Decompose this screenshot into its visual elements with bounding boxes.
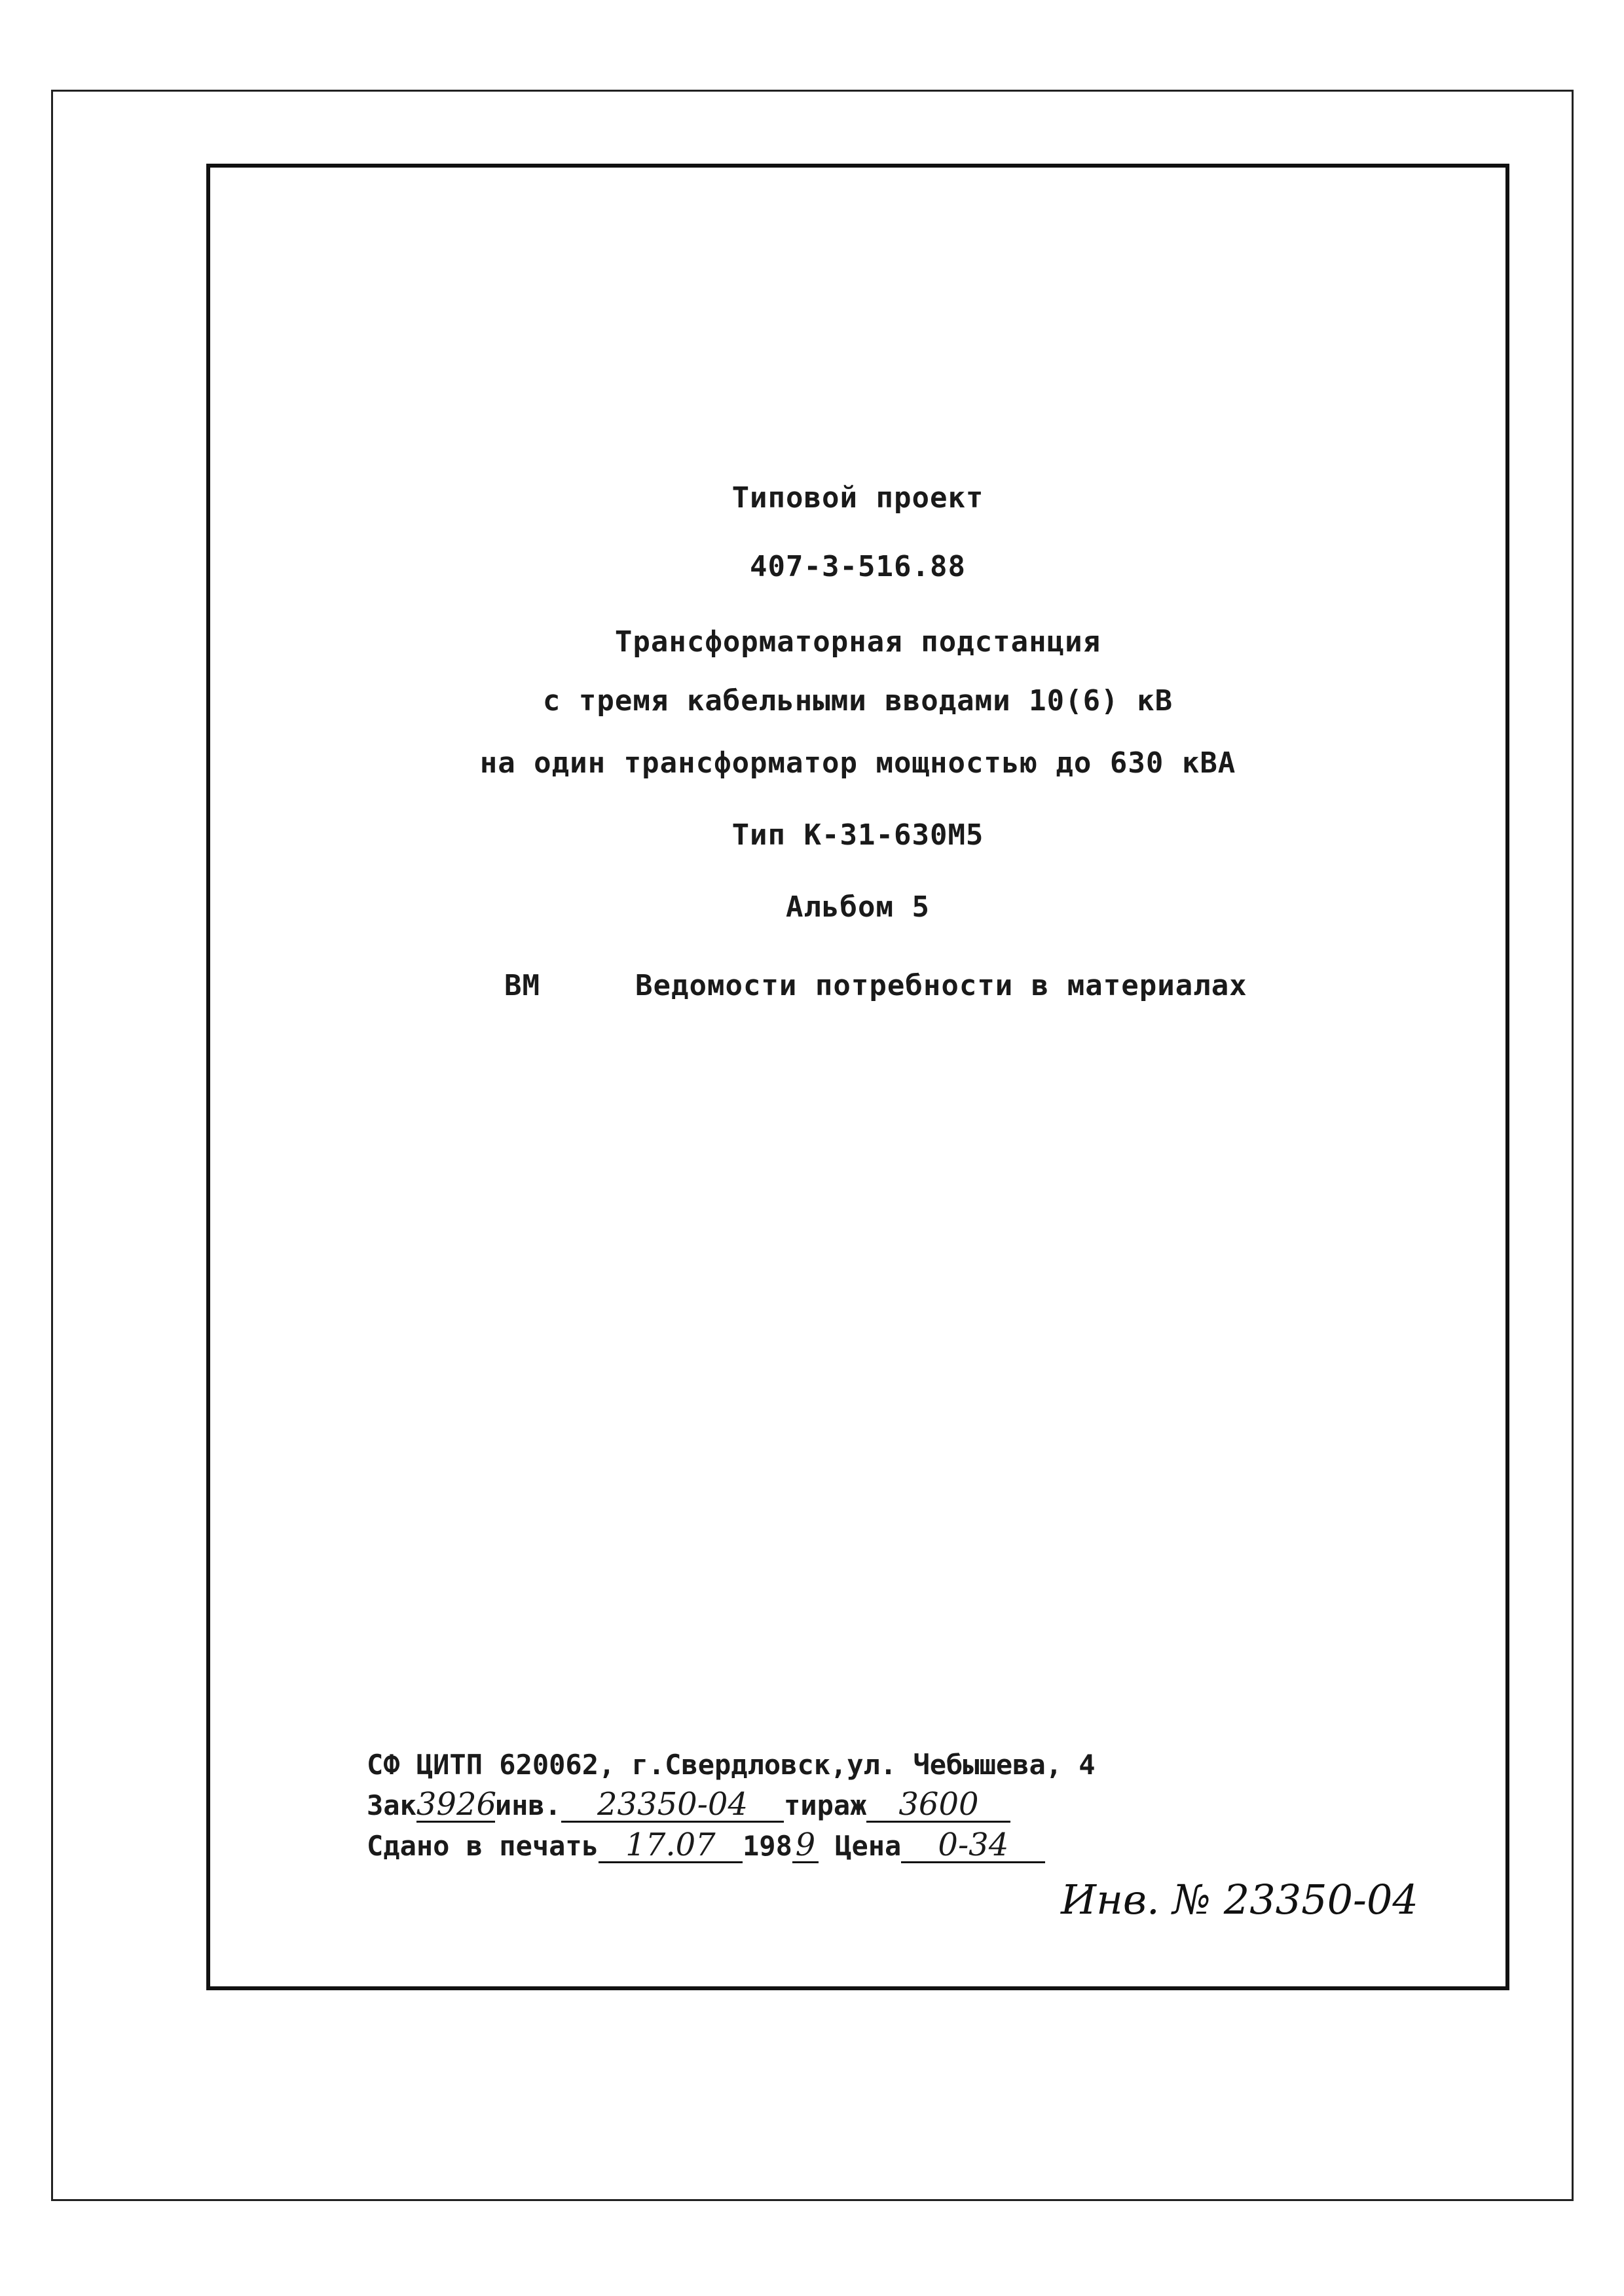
album-number: Альбом 5: [786, 890, 930, 924]
section-title: Ведомости потребности в материалах: [635, 969, 1247, 1002]
price-label: Цена: [835, 1830, 902, 1862]
print-label: Сдано в печать: [367, 1830, 599, 1862]
year-suffix: 9: [792, 1829, 819, 1863]
imprint-print-row: [367, 1826, 1096, 1867]
imprint-order-row: [367, 1785, 1096, 1826]
inv-value: 23350-04: [561, 1788, 784, 1823]
run-label: тираж: [784, 1789, 867, 1821]
run-value: 3600: [866, 1788, 1010, 1823]
order-label: Зак: [367, 1789, 416, 1821]
project-number: 407-3-516.88: [750, 550, 966, 583]
inv-label: инв.: [494, 1789, 562, 1821]
inventory-note: Инв. № 23350-04: [1061, 1876, 1418, 1923]
title-line-model: Тип К-31-630М5: [731, 818, 984, 852]
price-value: 0-34: [901, 1829, 1045, 1863]
imprint-block: [367, 1745, 1096, 1867]
section-code: ВМ: [504, 969, 540, 1002]
title-line-inputs: с тремя кабельными вводами 10(6) кВ: [542, 684, 1173, 718]
title-line-type: Типовой проект: [731, 481, 984, 515]
print-date: 17.07: [599, 1829, 743, 1863]
imprint-address: СФ ЦИТП 620062, г.Свердловск,ул. Чебышева, 4: [367, 1749, 1096, 1781]
title-block: [206, 0, 1509, 1048]
title-line-power: на один трансформатор мощностью до 630 кВА: [479, 746, 1236, 780]
section-line: [504, 969, 1247, 1002]
order-value: 3926: [416, 1786, 497, 1823]
year-prefix: 198: [743, 1830, 792, 1862]
title-line-name: Трансформаторная подстанция: [614, 625, 1101, 659]
